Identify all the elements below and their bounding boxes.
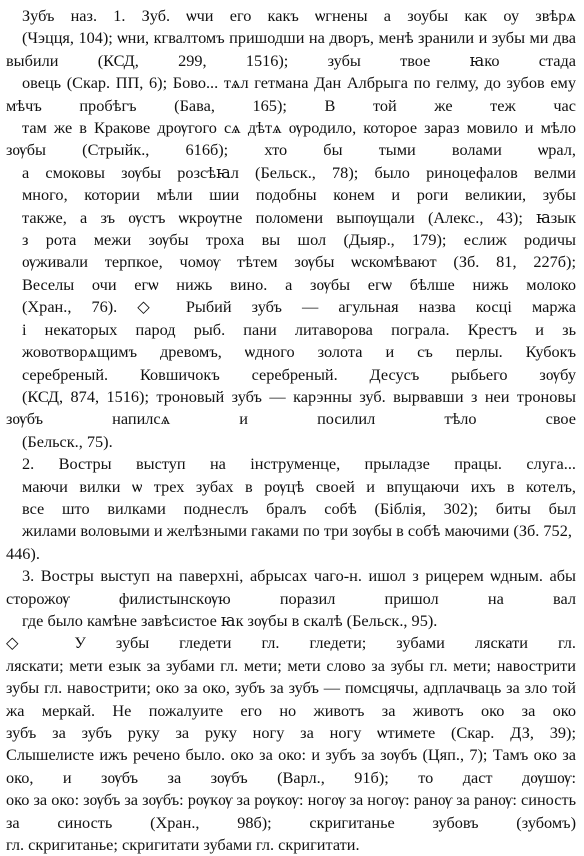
text-line: также, а зъ ѹстъ ѡкрѹтне поломени выпѹщали (Алекс., 43); ꙗзык <box>22 207 576 227</box>
text-line: Слышелисте ижъ речено было. око за око: и зубъ за зѹбъ (Цяп., 7); Тамъ око за око, и зѹбъ за зѹбъ (Варл., 91б); то даст дѹшѹ: <box>6 745 576 787</box>
text-line: зубъ за зубъ руку за руку ногу за ногу ѡтимете (Скар. ДЗ, 39); <box>6 723 576 742</box>
entry-paragraph-sense-2 <box>6 453 576 565</box>
dictionary-entry-zub <box>6 5 576 856</box>
text-line: где было камѣне завѣсистое ꙗк зѹбы в скалѣ (Бельск., 95). <box>22 610 438 630</box>
text-line: жилами воловыми и желѣзными гаками по три зѹбы в собѣ маючими (Зб. 752, 446). <box>6 521 572 563</box>
text-line: з рота межи зѹбы троха вы шол (Дыяр., 179); еслиж родичы <box>22 230 576 250</box>
text-line: Веселы очи егѡ нижь вино. а зѹбы егѡ бѣлше нижь молоко <box>22 274 576 294</box>
text-line: гл. скригитанье; скригитати зубами гл. скригитати. <box>6 835 360 855</box>
text-line: много, котории мѣли шии подобны конем и роги великии, зубы <box>22 185 576 205</box>
text-line: (Чэцця, 104); ѡни, кгвалтомъ пришодши на дворъ, менѣ зранили и зубы ми два выбили (КСД, 299, 1516); зубы твое ꙗко стада <box>6 28 576 70</box>
text-line: серебреный. Ковшичокъ серебреный. Десусъ рыбьего зѹбу <box>22 364 576 384</box>
text-line: 2. Востры выступ на iнструменце, прыладзе працы. слуга... <box>22 454 576 474</box>
text-line: маючи вилки ѡ трех зубах в рѹцѣ своей и впущаючи ихъ в котелъ, <box>22 476 576 496</box>
text-line: все што вилками поднеслъ бралъ собѣ (Бiблiя, 302); биты был <box>22 498 576 518</box>
text-line: (КСД, 874, 1516); троновый зубъ — карэнны зуб. вырвавши з неи троновы зѹбъ напилсѧ и посилил тѣло свое <box>6 386 576 429</box>
text-line: око за око: зѹбъ за зѹбъ: рѹкѹ за рѹкѹ: ногѹ за ногѹ: ранѹ за ранѹ: синость за синость (Хран., 98б); скригитанье зубовъ (зубомъ) <box>6 790 576 832</box>
entry-paragraph-sense-1 <box>6 5 576 453</box>
text-line: овець (Скар. ПП, 6); Бово... тѧл гетмана Дан Албрыга по гелму, до зубов ему мѣчъ пробѣгъ (Бава, 165); В той же теж час <box>6 73 576 115</box>
text-line: (Бельск., 75). <box>22 431 113 451</box>
text-line: (Хран., 76). ◇ Рыбий зубъ — агульная назва косцi маржа <box>22 297 576 317</box>
text-line: ѹживали терпкое, чомѹ тѣтем зѹбы ѡскомѣвают (Зб. 81, 227б); <box>22 252 576 272</box>
text-line: там же в Кракове дрѹгого сѧ дѣтѧ ѹродило, которое зараз мовило и мѣло зѹбы (Стрыйк., 616б); хто бы тыми волами ѡрал, <box>6 118 576 160</box>
text-line: i некаторых парод рыб. пани литаворова пограла. Крестъ и зь <box>22 319 576 339</box>
text-line: жовотворѧщимъ древомъ, ѡдного золота и съ перлы. Кубокъ <box>22 342 576 362</box>
text-line: жа меркай. Не пожалуите его но животъ за животъ око за око <box>6 700 576 720</box>
text-line: Зубъ наз. 1. Зуб. ѡчи его какъ ѡгнены а зоубы как оу звѣрѧ <box>22 6 576 25</box>
text-line: 3. Востры выступ на паверхнi, абрысах чаго-н. ишол з рицерем ѡдным. абы сторожѹ филистынскѹю поразил пришол на вал <box>6 566 576 608</box>
text-line: ляскати; мети езык за зубами гл. мети; мети слово за зубы гл. мети; навострити зубы гл. навострити; око за око, зубъ за зубъ — помсцячы, адплачваць за зло той <box>6 655 576 698</box>
entry-paragraph-sense-3 <box>6 565 576 632</box>
text-line: а смоковы зѹбы розсѣꙗл (Бельск., 78); было риноцефалов велми <box>22 162 576 182</box>
entry-paragraph-phrases <box>6 632 576 856</box>
text-line: ◇ У зубы гледети гл. гледети; зубами ляскати гл. <box>6 633 576 653</box>
